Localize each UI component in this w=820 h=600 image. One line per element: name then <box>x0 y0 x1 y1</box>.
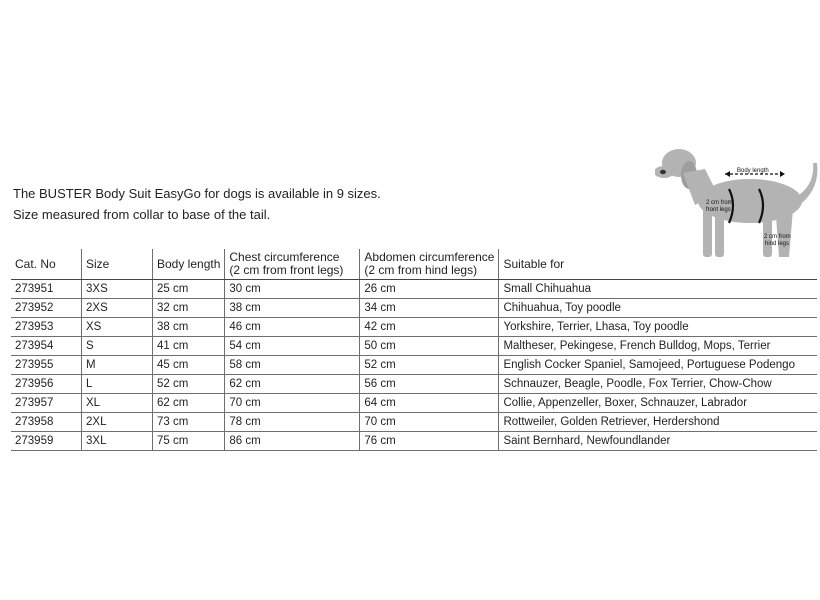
header-suitable-for: Suitable for <box>499 249 818 280</box>
cell-abdomen: 50 cm <box>360 337 499 356</box>
cell-abdomen: 56 cm <box>360 375 499 394</box>
cell-cat-no: 273954 <box>11 337 82 356</box>
front-legs-label-1: 2 cm from <box>706 200 733 206</box>
cell-body-length: 38 cm <box>153 318 225 337</box>
cell-size: XS <box>82 318 153 337</box>
size-table <box>11 249 817 451</box>
header-cat-no: Cat. No <box>11 249 82 280</box>
cell-chest: 30 cm <box>225 280 360 299</box>
cell-cat-no: 273951 <box>11 280 82 299</box>
cell-chest: 62 cm <box>225 375 360 394</box>
cell-abdomen: 52 cm <box>360 356 499 375</box>
front-legs-label-2: front legs <box>706 207 731 213</box>
cell-cat-no: 273956 <box>11 375 82 394</box>
table-row <box>11 394 817 413</box>
cell-cat-no: 273952 <box>11 299 82 318</box>
cell-chest: 78 cm <box>225 413 360 432</box>
cell-body-length: 62 cm <box>153 394 225 413</box>
cell-abdomen: 76 cm <box>360 432 499 451</box>
cell-size: L <box>82 375 153 394</box>
header-size: Size <box>82 249 153 280</box>
cell-cat-no: 273958 <box>11 413 82 432</box>
cell-cat-no: 273957 <box>11 394 82 413</box>
table-row <box>11 318 817 337</box>
table-row <box>11 337 817 356</box>
cell-size: 2XL <box>82 413 153 432</box>
intro-text <box>13 183 381 225</box>
intro-line-1: The BUSTER Body Suit EasyGo for dogs is available in 9 sizes. <box>13 186 381 201</box>
cell-body-length: 75 cm <box>153 432 225 451</box>
cell-size: 3XS <box>82 280 153 299</box>
header-body-length: Body length <box>153 249 225 280</box>
cell-body-length: 41 cm <box>153 337 225 356</box>
table-row <box>11 375 817 394</box>
cell-suitable-for: Chihuahua, Toy poodle <box>499 299 818 318</box>
table-row <box>11 413 817 432</box>
cell-abdomen: 34 cm <box>360 299 499 318</box>
cell-size: M <box>82 356 153 375</box>
cell-cat-no: 273959 <box>11 432 82 451</box>
table-row <box>11 299 817 318</box>
cell-suitable-for: Small Chihuahua <box>499 280 818 299</box>
cell-body-length: 25 cm <box>153 280 225 299</box>
header-abdomen: Abdomen circumference (2 cm from hind legs) <box>360 249 499 280</box>
cell-size: 2XS <box>82 299 153 318</box>
hind-legs-label-1: 2 cm from <box>764 234 791 240</box>
table-row <box>11 356 817 375</box>
cell-abdomen: 42 cm <box>360 318 499 337</box>
cell-chest: 54 cm <box>225 337 360 356</box>
cell-size: XL <box>82 394 153 413</box>
cell-body-length: 52 cm <box>153 375 225 394</box>
cell-abdomen: 64 cm <box>360 394 499 413</box>
cell-cat-no: 273955 <box>11 356 82 375</box>
intro-line-2: Size measured from collar to base of the tail. <box>13 207 271 222</box>
table-header-row <box>11 249 817 280</box>
cell-size: S <box>82 337 153 356</box>
cell-chest: 58 cm <box>225 356 360 375</box>
cell-abdomen: 26 cm <box>360 280 499 299</box>
dog-nose-icon <box>660 170 666 174</box>
cell-body-length: 73 cm <box>153 413 225 432</box>
cell-suitable-for: Collie, Appenzeller, Boxer, Schnauzer, Labrador <box>499 394 818 413</box>
dog-silhouette-icon <box>655 149 817 257</box>
cell-chest: 70 cm <box>225 394 360 413</box>
cell-body-length: 45 cm <box>153 356 225 375</box>
hind-legs-label-2: hind legs <box>765 241 790 247</box>
cell-chest: 46 cm <box>225 318 360 337</box>
cell-chest: 86 cm <box>225 432 360 451</box>
cell-chest: 38 cm <box>225 299 360 318</box>
cell-suitable-for: Yorkshire, Terrier, Lhasa, Toy poodle <box>499 318 818 337</box>
cell-suitable-for: Maltheser, Pekingese, French Bulldog, Mops, Terrier <box>499 337 818 356</box>
header-chest: Chest circumference (2 cm from front legs) <box>225 249 360 280</box>
cell-suitable-for: Schnauzer, Beagle, Poodle, Fox Terrier, Chow-Chow <box>499 375 818 394</box>
cell-suitable-for: Saint Bernhard, Newfoundlander <box>499 432 818 451</box>
cell-suitable-for: Rottweiler, Golden Retriever, Herdershond <box>499 413 818 432</box>
cell-cat-no: 273953 <box>11 318 82 337</box>
cell-size: 3XL <box>82 432 153 451</box>
table-row <box>11 432 817 451</box>
table-row <box>11 280 817 299</box>
body-length-label: Body length <box>737 168 769 174</box>
cell-abdomen: 70 cm <box>360 413 499 432</box>
cell-suitable-for: English Cocker Spaniel, Samojeed, Portuguese Podengo <box>499 356 818 375</box>
cell-body-length: 32 cm <box>153 299 225 318</box>
